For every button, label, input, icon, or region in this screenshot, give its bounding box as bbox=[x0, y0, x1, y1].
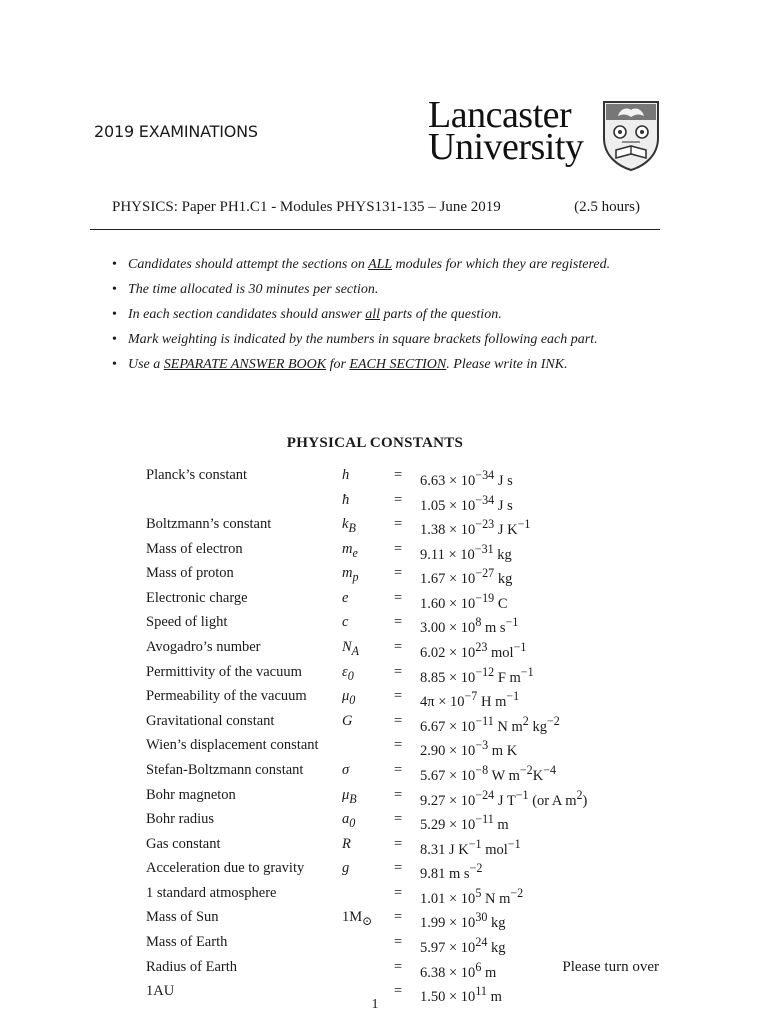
constant-symbol: G bbox=[342, 712, 353, 729]
constant-symbol: σ bbox=[342, 761, 350, 778]
constant-value: $1.05 \times 10^{-34}$ J s bbox=[420, 492, 513, 514]
constant-symbol: $m_e$ bbox=[342, 540, 358, 560]
constant-name: Electronic charge bbox=[146, 589, 248, 606]
constant-name: Mass of Earth bbox=[146, 933, 228, 950]
instruction-text: modules for which they are registered. bbox=[391, 257, 611, 272]
constant-name: Mass of proton bbox=[146, 565, 234, 582]
shield-crest-icon bbox=[600, 98, 662, 172]
constant-row bbox=[146, 933, 587, 958]
instruction-item bbox=[112, 306, 672, 324]
equals-sign: = bbox=[394, 884, 403, 901]
constant-row bbox=[146, 638, 587, 663]
instruction-text: In each section candidates should answer bbox=[128, 307, 366, 322]
constant-symbol: ħ bbox=[342, 491, 350, 508]
constant-symbol: $\mu_0$ bbox=[342, 688, 356, 708]
constant-value: $6.63 \times 10^{-34}$ J s bbox=[420, 468, 513, 489]
equals-sign: = bbox=[394, 835, 403, 852]
equals-sign: = bbox=[394, 663, 403, 680]
constant-row bbox=[146, 958, 587, 983]
constant-value: 8.31 J $K^{-1}$ mol$^{-1}$ bbox=[420, 836, 521, 858]
equals-sign: = bbox=[394, 516, 403, 533]
constant-value: $1.50 \times 10^{11}$ m bbox=[420, 984, 502, 1005]
constant-name: Radius of Earth bbox=[146, 958, 238, 975]
equals-sign: = bbox=[394, 786, 403, 803]
constant-name: Gravitational constant bbox=[146, 712, 275, 729]
constant-name: Bohr magneton bbox=[146, 786, 236, 803]
constant-value: $2.90 \times 10^{-3}$ m K bbox=[420, 738, 518, 760]
constant-row bbox=[146, 613, 587, 638]
instruction-emphasis: EACH SECTION bbox=[349, 357, 447, 372]
constant-name: Bohr radius bbox=[146, 811, 215, 828]
equals-sign: = bbox=[394, 761, 403, 778]
constant-symbol bbox=[342, 884, 394, 909]
constants-table bbox=[146, 466, 587, 1007]
constant-value: $5.29 \times 10^{-11}$ m bbox=[420, 812, 509, 833]
constant-name: Stefan-Boltzmann constant bbox=[146, 761, 304, 778]
constant-name: Wien’s displacement constant bbox=[146, 737, 319, 754]
instruction-text: for bbox=[326, 357, 350, 372]
equals-sign: = bbox=[394, 958, 403, 975]
equals-sign: = bbox=[394, 909, 403, 926]
constant-value: $1.99 \times 10^{30}$ kg bbox=[420, 910, 506, 932]
constant-row bbox=[146, 491, 587, 516]
constant-symbol bbox=[342, 933, 394, 958]
constant-symbol: g bbox=[342, 860, 350, 877]
header-divider bbox=[90, 229, 660, 230]
constant-value: $9.27 \times 10^{-24}$ J $T^{-1}$ (or A $m^2$) bbox=[420, 787, 588, 809]
equals-sign: = bbox=[394, 712, 403, 729]
constant-name: Permeability of the vacuum bbox=[146, 688, 307, 705]
constant-value: $3.00 \times 10^8$ m $s^{-1}$ bbox=[420, 615, 519, 637]
equals-sign: = bbox=[394, 737, 403, 754]
constant-name bbox=[146, 491, 342, 516]
constant-symbol: $\mu_B$ bbox=[342, 786, 357, 806]
equals-sign: = bbox=[394, 688, 403, 705]
constant-symbol: $1M_⊙$ bbox=[342, 909, 373, 929]
constant-row bbox=[146, 564, 587, 589]
bullet-icon: • bbox=[112, 307, 117, 322]
constant-symbol: $k_B$ bbox=[342, 516, 356, 536]
paper-heading bbox=[112, 199, 640, 216]
constant-symbol: c bbox=[342, 614, 349, 631]
bullet-icon: • bbox=[112, 257, 117, 272]
constant-name: Boltzmann’s constant bbox=[146, 516, 272, 533]
equals-sign: = bbox=[394, 860, 403, 877]
logo-word-university: University bbox=[428, 126, 584, 168]
instructions-list bbox=[112, 256, 672, 381]
instruction-emphasis: all bbox=[365, 307, 380, 322]
instruction-emphasis: SEPARATE ANSWER BOOK bbox=[163, 357, 327, 372]
instruction-item bbox=[112, 281, 672, 299]
constant-row bbox=[146, 736, 587, 761]
constant-symbol: e bbox=[342, 589, 349, 606]
equals-sign: = bbox=[394, 983, 403, 1000]
paper-duration: (2.5 hours) bbox=[574, 199, 640, 215]
equals-sign: = bbox=[394, 565, 403, 582]
equals-sign: = bbox=[394, 614, 403, 631]
constant-value: $1.38 \times 10^{-23}$ J $K^{-1}$ bbox=[420, 517, 531, 538]
constant-row bbox=[146, 712, 587, 737]
constant-row bbox=[146, 859, 587, 884]
constant-value: $6.38 \times 10^6$ m bbox=[420, 959, 497, 981]
instruction-item bbox=[112, 356, 672, 374]
instruction-text: Mark weighting is indicated by the numbers in square brackets following each part. bbox=[128, 332, 598, 347]
instruction-emphasis: ALL bbox=[368, 257, 392, 272]
constant-name: Mass of electron bbox=[146, 540, 243, 557]
constant-name: Planck’s constant bbox=[146, 467, 248, 483]
constant-symbol: $\varepsilon_0$ bbox=[342, 663, 354, 683]
constant-value: $6.02 \times 10^{23}$ mol$^{-1}$ bbox=[420, 640, 527, 661]
constant-symbol: R bbox=[342, 835, 351, 852]
constant-row bbox=[146, 466, 587, 491]
constant-symbol bbox=[342, 736, 394, 761]
equals-sign: = bbox=[394, 639, 403, 656]
constant-value: $1.67 \times 10^{-27}$ kg bbox=[420, 566, 513, 588]
equals-sign: = bbox=[394, 933, 403, 950]
constant-row bbox=[146, 540, 587, 565]
constant-row bbox=[146, 884, 587, 909]
constant-value: $4\pi \times 10^{-7}$ H $m^{-1}$ bbox=[420, 689, 520, 711]
equals-sign: = bbox=[394, 589, 403, 606]
constant-row bbox=[146, 761, 587, 786]
turn-over-note: Please turn over bbox=[562, 959, 659, 975]
constant-symbol: $a_0$ bbox=[342, 811, 356, 830]
constant-value: $1.60 \times 10^{-19}$ C bbox=[420, 590, 508, 612]
university-logo bbox=[422, 96, 662, 180]
instruction-text: Use a bbox=[128, 357, 164, 372]
constant-row bbox=[146, 908, 587, 933]
instruction-text: parts of the question. bbox=[379, 307, 502, 322]
constant-row bbox=[146, 786, 587, 811]
constant-name: 1AU bbox=[146, 983, 175, 1000]
instruction-text: The time allocated is 30 minutes per section. bbox=[128, 282, 379, 297]
logo-word-lancaster: Lancaster bbox=[428, 94, 572, 136]
paper-description: PHYSICS: Paper PH1.C1 - Modules PHYS131-135 – June 2019 bbox=[112, 199, 501, 215]
constant-value: $6.67 \times 10^{-11}$ N $m^2$ $kg^{-2}$ bbox=[420, 713, 560, 735]
constant-row bbox=[146, 515, 587, 540]
constant-symbol: $m_p$ bbox=[342, 565, 359, 585]
constant-symbol: $N_A$ bbox=[342, 639, 360, 658]
constant-row bbox=[146, 663, 587, 688]
constants-heading: PHYSICAL CONSTANTS bbox=[286, 435, 464, 451]
constant-value: $5.67 \times 10^{-8}$ W $m^{-2}K^{-4}$ bbox=[420, 762, 557, 784]
constant-name: Avogadro’s number bbox=[146, 639, 261, 656]
bullet-icon: • bbox=[112, 357, 117, 372]
page-number: 1 bbox=[371, 997, 379, 1012]
constant-name: Speed of light bbox=[146, 614, 228, 631]
equals-sign: = bbox=[394, 811, 403, 828]
constant-row bbox=[146, 687, 587, 712]
constant-value: $9.11 \times 10^{-31}$ kg bbox=[420, 541, 512, 563]
constant-name: Gas constant bbox=[146, 835, 221, 852]
constant-value: $1.01 \times 10^5$ N $m^{-2}$ bbox=[420, 885, 524, 907]
instruction-item bbox=[112, 256, 672, 274]
constant-value: $8.85 \times 10^{-12}$ F $m^{-1}$ bbox=[420, 664, 534, 686]
constant-value: $5.97 \times 10^{24}$ kg bbox=[420, 934, 506, 956]
instruction-text: Candidates should attempt the sections on bbox=[128, 257, 369, 272]
constant-symbol bbox=[342, 958, 394, 983]
equals-sign: = bbox=[394, 540, 403, 557]
constant-name: Acceleration due to gravity bbox=[146, 860, 305, 877]
exam-year-title: 2019 EXAMINATIONS bbox=[94, 122, 258, 141]
constant-name: Mass of Sun bbox=[146, 909, 219, 926]
equals-sign: = bbox=[394, 467, 403, 483]
bullet-icon: • bbox=[112, 282, 117, 297]
constant-name: 1 standard atmosphere bbox=[146, 884, 277, 901]
equals-sign: = bbox=[394, 491, 403, 508]
constant-symbol: h bbox=[342, 467, 350, 483]
constant-row bbox=[146, 835, 587, 860]
instruction-text: . Please write in INK. bbox=[446, 357, 568, 372]
instruction-item bbox=[112, 331, 672, 349]
constant-row bbox=[146, 589, 587, 614]
constant-value: 9.81 m $s^{-2}$ bbox=[420, 861, 483, 883]
constant-name: Permittivity of the vacuum bbox=[146, 663, 302, 680]
constant-row bbox=[146, 810, 587, 835]
bullet-icon: • bbox=[112, 332, 117, 347]
